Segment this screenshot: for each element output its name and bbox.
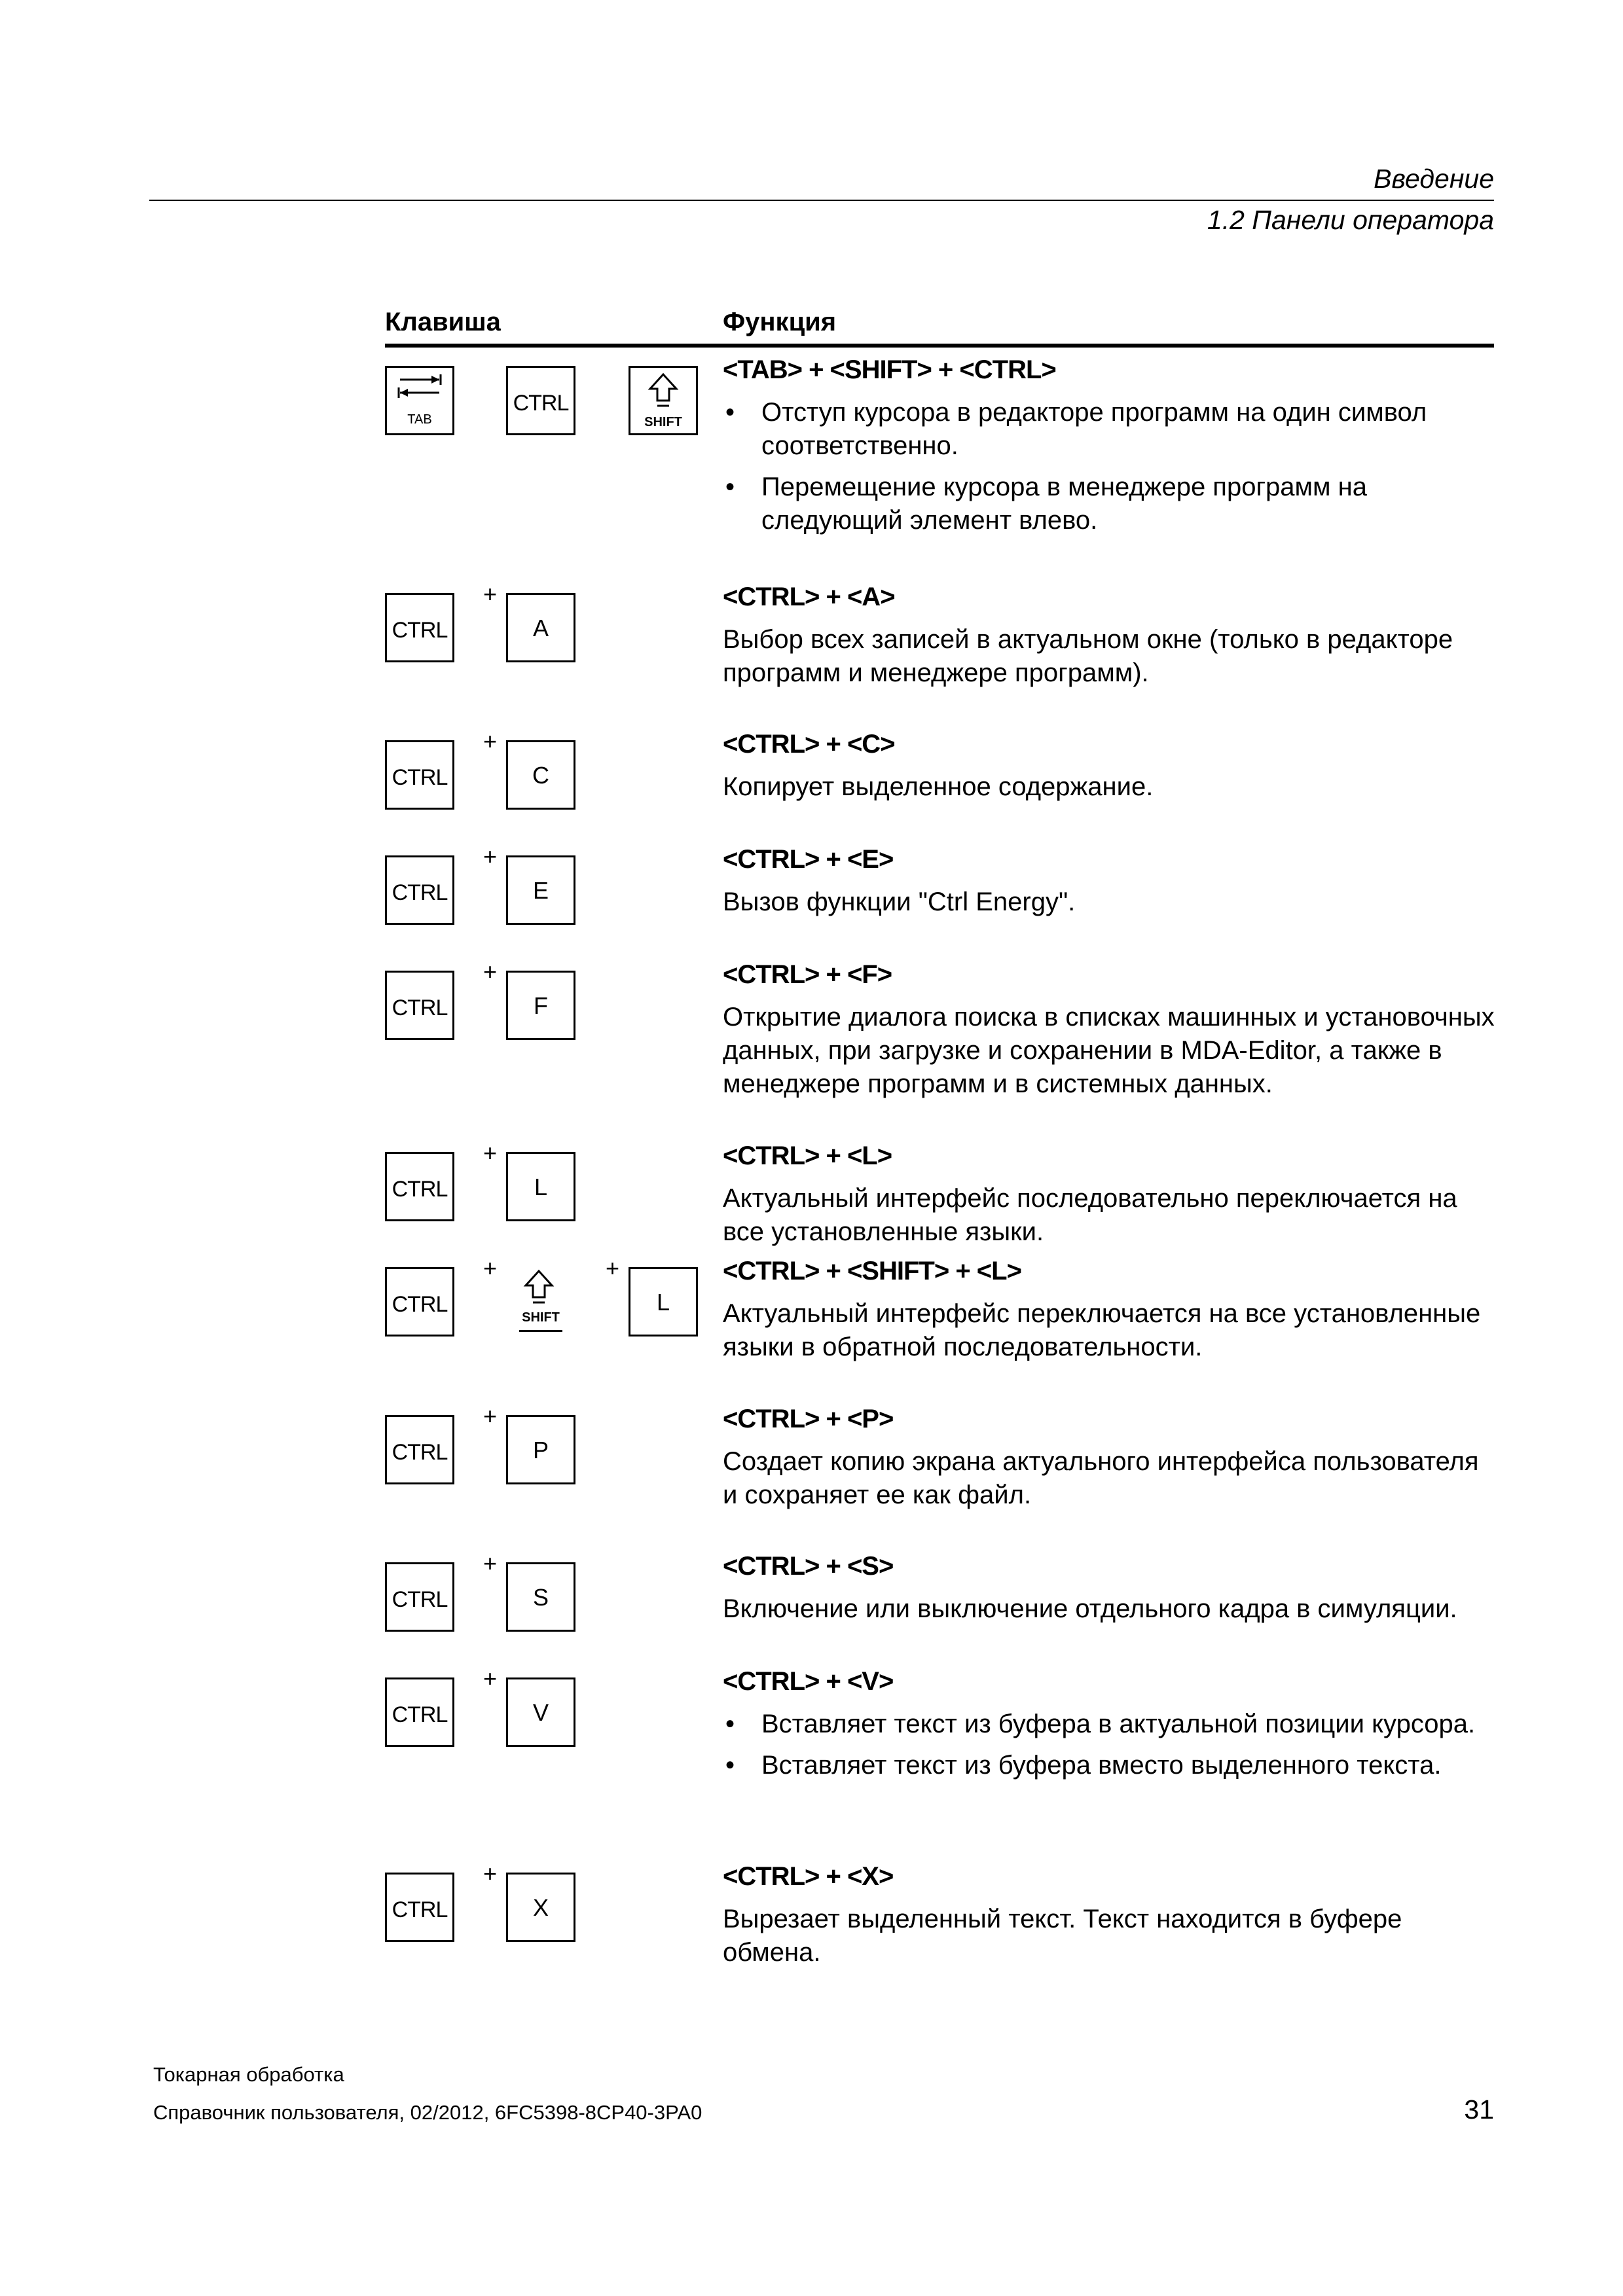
description-text: Создает копию экрана актуального интерфейса пользователя и сохраняет ее как файл. (723, 1447, 1479, 1509)
plus-sign: + (483, 1139, 498, 1166)
shift-arrow-icon (630, 372, 696, 411)
shortcut-title: <CTRL> + <A> (723, 583, 895, 611)
function-description (723, 843, 1495, 919)
ctrl-key: CTRL (385, 1415, 454, 1484)
shortcut-title: <CTRL> + <V> (723, 1667, 894, 1696)
description-text: Открытие диалога поиска в списках машинных и установочных данных, при загрузке и сохранении в MDA-Editor, а также в менеджере программ и в системных данных. (723, 1003, 1495, 1098)
plus-sign: + (483, 1860, 498, 1887)
shortcut-title: <CTRL> + <SHIFT> + <L> (723, 1257, 1021, 1285)
function-description (723, 1139, 1495, 1249)
description-text: Актуальный интерфейс переключается на все установленные языки в обратной последовательности. (723, 1299, 1481, 1361)
description-text: Копирует выделенное содержание. (723, 772, 1154, 801)
shift-key-label: SHIFT (522, 1310, 560, 1325)
shortcut-title: <CTRL> + <F> (723, 960, 892, 989)
plus-sign: + (483, 1255, 498, 1282)
ctrl-key: CTRL (385, 1677, 454, 1747)
shift-key (506, 1267, 575, 1333)
shortcut-title: <TAB> + <SHIFT> + <CTRL> (723, 355, 1056, 384)
ctrl-key: CTRL (385, 971, 454, 1040)
plus-sign: + (483, 1403, 498, 1429)
column-header-rule (385, 344, 1494, 348)
plus-sign: + (483, 581, 498, 607)
bullet-item: • Отступ курсора в редакторе программ на один символ соответственно. (725, 398, 1427, 460)
letter-key: L (506, 1152, 575, 1221)
ctrl-key-label: CTRL (513, 391, 569, 416)
column-header-key: Клавиша (385, 308, 501, 336)
shortcut-title: <CTRL> + <P> (723, 1405, 894, 1433)
footer-title: Токарная обработка (153, 2063, 344, 2086)
header-rule (149, 200, 1494, 201)
plus-sign: + (483, 1550, 498, 1577)
plus-sign: + (483, 728, 498, 755)
letter-key: S (506, 1562, 575, 1632)
description-text: Вызов функции "Ctrl Energy". (723, 888, 1076, 916)
bullet-item: • Вставляет текст из буфера вместо выделенного текста. (725, 1751, 1442, 1780)
letter-key: F (506, 971, 575, 1040)
letter-key: C (506, 740, 575, 810)
description-text: Вырезает выделенный текст. Текст находится в буфере обмена. (723, 1905, 1402, 1967)
function-description (723, 1255, 1495, 1364)
shortcut-title: <CTRL> + <X> (723, 1862, 894, 1891)
shortcut-title: <CTRL> + <E> (723, 845, 894, 874)
shift-key (629, 366, 698, 435)
ctrl-key: CTRL (385, 855, 454, 925)
function-description (723, 958, 1495, 1101)
bullet-item: • Перемещение курсора в менеджере программ на следующий элемент влево. (725, 473, 1367, 535)
column-header-function: Функция (723, 308, 837, 336)
plus-sign: + (483, 843, 498, 870)
shortcut-title: <CTRL> + <S> (723, 1552, 894, 1581)
function-description (723, 1665, 1495, 1782)
page-number: 31 (1464, 2094, 1494, 2125)
ctrl-key: CTRL (385, 1873, 454, 1942)
description-text: Актуальный интерфейс последовательно переключается на все установленные языки. (723, 1184, 1457, 1246)
function-description (723, 1860, 1495, 1969)
shortcut-title: <CTRL> + <L> (723, 1141, 892, 1170)
bullet-list (723, 396, 1495, 537)
bullet-list (723, 1708, 1495, 1782)
ctrl-key (506, 366, 575, 435)
description-text: Выбор всех записей в актуальном окне (только в редакторе программ и менеджере программ). (723, 625, 1453, 687)
shift-key-label: SHIFT (644, 415, 682, 429)
bullet-item: • Вставляет текст из буфера в актуальной позиции курсора. (725, 1710, 1476, 1738)
letter-key: E (506, 855, 575, 925)
function-description (723, 1403, 1495, 1512)
tab-key (385, 366, 454, 435)
letter-key: X (506, 1873, 575, 1942)
letter-key: V (506, 1677, 575, 1747)
function-description (723, 1550, 1495, 1626)
header-section: Введение (1374, 164, 1494, 194)
function-description (723, 353, 1495, 537)
letter-key: A (506, 593, 575, 662)
function-description (723, 581, 1495, 690)
footer-document-info: Справочник пользователя, 02/2012, 6FC5398-8CP40-3PA0 (153, 2101, 702, 2124)
ctrl-key: CTRL (385, 593, 454, 662)
plus-sign: + (483, 1665, 498, 1692)
ctrl-key: CTRL (385, 1152, 454, 1221)
ctrl-key: CTRL (385, 1562, 454, 1632)
shortcut-title: <CTRL> + <C> (723, 730, 895, 759)
header-subsection: 1.2 Панели оператора (1207, 205, 1494, 235)
ctrl-key: CTRL (385, 1267, 454, 1336)
function-description (723, 728, 1495, 804)
ctrl-key: CTRL (385, 740, 454, 810)
letter-key: P (506, 1415, 575, 1484)
description-text: Включение или выключение отдельного кадра в симуляции. (723, 1594, 1457, 1623)
tab-key-label: TAB (407, 412, 432, 427)
plus-sign: + (483, 958, 498, 985)
shift-arrow-icon (506, 1268, 572, 1308)
letter-key: L (629, 1267, 698, 1336)
tab-arrows-icon (387, 370, 452, 410)
plus-sign: + (606, 1255, 620, 1282)
